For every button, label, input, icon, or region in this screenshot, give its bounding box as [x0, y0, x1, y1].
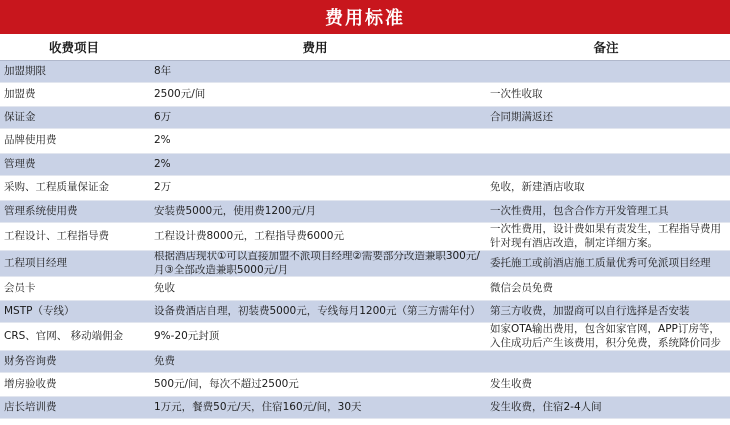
cell-fee: 500元/间，每次不超过2500元: [154, 377, 299, 390]
header-item: 收费项目: [48, 40, 99, 55]
table-row: [0, 83, 730, 107]
cell-fee: 6万: [154, 110, 172, 123]
cell-note: 发生收费，住宿2-4人间: [490, 400, 602, 413]
cell-fee: 2%: [154, 134, 171, 147]
cell-note: [482, 129, 730, 153]
cell-fee: 设备费酒店自理，初装费5000元，专线每月1200元（第三方需年付）: [154, 304, 481, 317]
cell-item: 管理系统使用费: [4, 204, 78, 217]
cell-note-text: 如家OTA输出费用，包含如家官网，APP订房等，入住成功后产生该费用，积分免费，系统降价同步: [490, 323, 721, 349]
cell-fee: 8年: [154, 64, 172, 77]
table-row: [0, 277, 730, 301]
cell-note: 委托施工或前酒店施工质量优秀可免派项目经理: [490, 256, 711, 269]
cell-item: 店长培训费: [4, 400, 57, 413]
cell-item: 会员卡: [4, 281, 36, 294]
cell-note: [482, 323, 730, 350]
table-row: [0, 323, 730, 351]
table-row: [0, 201, 730, 223]
cell-note: [482, 61, 730, 82]
cell-fee: 2万: [154, 181, 172, 194]
cell-note: [482, 154, 730, 175]
cell-item: 加盟费: [4, 87, 36, 100]
cell-item: CRS、官网、 移动端佣金: [4, 329, 124, 342]
cell-note: 合同期满返还: [490, 110, 553, 123]
cell-note: 第三方收费，加盟商可以自行选择是否安装: [490, 304, 690, 317]
table-row: [0, 107, 730, 129]
table-row: [0, 373, 730, 397]
table-row: [0, 351, 730, 373]
table-row: [0, 223, 730, 251]
cell-item: 保证金: [4, 110, 36, 123]
cell-note: 一次性收取: [490, 87, 543, 100]
table-row: [0, 176, 730, 201]
table-row: [0, 154, 730, 176]
page-title: 费用标准: [0, 0, 730, 34]
table-row: [0, 301, 730, 323]
header-note: 备注: [593, 40, 619, 55]
cell-fee: 1万元，餐费50元/天，住宿160元/间，30天: [154, 400, 362, 413]
table-row: [0, 251, 730, 277]
cell-note: 微信会员免费: [490, 281, 553, 294]
cell-item: 工程项目经理: [4, 256, 67, 269]
cell-item: 财务咨询费: [4, 354, 57, 367]
table-row: [0, 61, 730, 83]
cell-item: 加盟期限: [4, 64, 46, 77]
cell-note: [482, 351, 730, 372]
cell-item: MSTP（专线）: [4, 304, 75, 317]
table-header: [0, 34, 730, 61]
table-row: [0, 129, 730, 154]
cell-fee: 根据酒店现状①可以直接加盟不派项目经理②需要部分改造兼职300元/月③全部改造兼职5000元/月: [154, 251, 480, 276]
cell-item: 采购、工程质量保证金: [4, 181, 109, 194]
cell-note: 发生收费: [490, 377, 532, 390]
header-fee: 费用: [302, 40, 328, 55]
cell-note: [482, 223, 730, 250]
cell-fee: 9%-20元封顶: [154, 329, 220, 342]
cell-fee: 安装费5000元，使用费1200元/月: [154, 204, 316, 217]
cell-note: 一次性费用，包含合作方开发管理工具: [490, 204, 669, 217]
fee-table: [0, 61, 730, 419]
cell-fee: 免费: [154, 354, 175, 367]
cell-note: 免收，新建酒店收取: [490, 181, 585, 194]
cell-item: 品牌使用费: [4, 134, 57, 147]
cell-fee: 2%: [154, 157, 171, 170]
cell-item: 增房验收费: [4, 377, 57, 390]
cell-item: 管理费: [4, 157, 36, 170]
cell-note-text: 一次性费用，设计费如果有责发生，工程指导费用针对现有酒店改造，制定详细方案。: [490, 223, 721, 249]
cell-fee: 2500元/间: [154, 87, 206, 100]
cell-item: 工程设计、工程指导费: [4, 229, 109, 242]
cell-fee: 工程设计费8000元，工程指导费6000元: [154, 229, 344, 242]
table-row: [0, 397, 730, 419]
cell-fee: 免收: [154, 281, 175, 294]
